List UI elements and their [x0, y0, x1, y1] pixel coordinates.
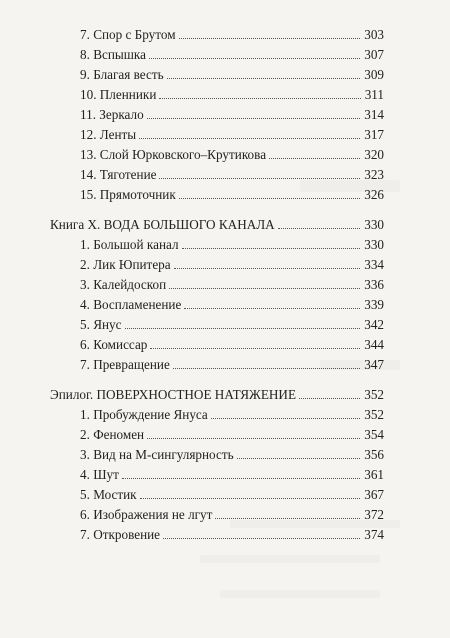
section-page: 352: [364, 387, 384, 402]
entry-page: 372: [364, 507, 384, 522]
toc-entry: [80, 405, 384, 425]
entry-page: 352: [364, 407, 384, 422]
dot-leader: [163, 538, 360, 539]
dot-leader: [139, 138, 360, 139]
entry-title: 12. Ленты: [80, 127, 137, 142]
entry-title: 10. Пленники: [80, 87, 157, 102]
entry-title: 6. Комиссар: [80, 337, 148, 352]
toc-entry: [80, 25, 384, 45]
toc-entry: [80, 255, 384, 275]
entry-page: 367: [364, 487, 384, 502]
dot-leader: [173, 368, 360, 369]
toc-entry: [80, 505, 384, 525]
dot-leader: [159, 178, 360, 179]
dot-leader: [140, 498, 361, 499]
entry-page: 339: [364, 297, 384, 312]
toc-entry: [80, 185, 384, 205]
entry-title: 3. Вид на М-сингулярность: [80, 447, 234, 462]
entry-title: 4. Воспламенение: [80, 297, 182, 312]
entry-title: 13. Слой Юрковского–Крутикова: [80, 147, 267, 162]
toc-entry: [80, 335, 384, 355]
toc-entry: [80, 425, 384, 445]
section-title: Книга X. ВОДА БОЛЬШОГО КАНАЛА: [50, 217, 275, 232]
entry-title: 14. Тяготение: [80, 167, 157, 182]
entry-page: 374: [364, 527, 384, 542]
entry-page: 303: [364, 27, 384, 42]
dot-leader: [174, 268, 361, 269]
toc-entry: [80, 445, 384, 465]
dot-leader: [150, 348, 360, 349]
toc-entry: [80, 275, 384, 295]
dot-leader: [122, 478, 360, 479]
entry-page: 336: [364, 277, 384, 292]
dot-leader: [169, 288, 360, 289]
section-page: 330: [364, 217, 384, 232]
dot-leader: [278, 228, 361, 229]
dot-leader: [215, 518, 360, 519]
entry-title: 2. Лик Юпитера: [80, 257, 171, 272]
toc-entry: [80, 85, 384, 105]
toc-entry: [80, 525, 384, 545]
entry-page: 326: [364, 187, 384, 202]
entry-page: 320: [364, 147, 384, 162]
toc-entry: [80, 65, 384, 85]
entry-page: 314: [364, 107, 384, 122]
entry-page: 330: [364, 237, 384, 252]
toc-entry: [80, 295, 384, 315]
toc-section-heading: [50, 215, 384, 235]
entry-page: 311: [364, 87, 384, 102]
toc-entry: [80, 355, 384, 375]
toc-entry: [80, 235, 384, 255]
entry-page: 347: [364, 357, 384, 372]
entry-title: 5. Мостик: [80, 487, 137, 502]
show-through-mark: [220, 590, 380, 598]
entry-page: 356: [364, 447, 384, 462]
entry-page: 354: [364, 427, 384, 442]
toc-entry: [80, 315, 384, 335]
dot-leader: [149, 58, 360, 59]
entry-title: 1. Большой канал: [80, 237, 179, 252]
dot-leader: [125, 328, 361, 329]
toc-entry: [80, 485, 384, 505]
entry-title: 4. Шут: [80, 467, 119, 482]
entry-title: 1. Пробуждение Януса: [80, 407, 208, 422]
dot-leader: [179, 38, 361, 39]
show-through-mark: [200, 555, 380, 563]
dot-leader: [299, 398, 360, 399]
toc-section-heading: [50, 385, 384, 405]
entry-page: 307: [364, 47, 384, 62]
section-title: Эпилог. ПОВЕРХНОСТНОЕ НАТЯЖЕНИЕ: [50, 387, 296, 402]
dot-leader: [147, 118, 361, 119]
entry-title: 8. Вспышка: [80, 47, 146, 62]
dot-leader: [211, 418, 360, 419]
entry-title: 7. Откровение: [80, 527, 161, 542]
entry-title: 2. Феномен: [80, 427, 145, 442]
entry-page: 344: [364, 337, 384, 352]
entry-title: 6. Изображения не лгут: [80, 507, 213, 522]
entry-title: 7. Превращение: [80, 357, 170, 372]
entry-title: 3. Калейдоскоп: [80, 277, 167, 292]
entry-page: 309: [364, 67, 384, 82]
toc-entry: [80, 165, 384, 185]
entry-title: 11. Зеркало: [80, 107, 144, 122]
entry-title: 15. Прямоточник: [80, 187, 176, 202]
dot-leader: [159, 98, 360, 99]
toc-entry: [80, 105, 384, 125]
toc-entry: [80, 465, 384, 485]
toc-entry: [80, 45, 384, 65]
entry-page: 361: [364, 467, 384, 482]
entry-page: 317: [364, 127, 384, 142]
entry-title: 9. Благая весть: [80, 67, 164, 82]
toc-entry: [80, 125, 384, 145]
dot-leader: [237, 458, 361, 459]
dot-leader: [184, 308, 360, 309]
entry-title: 7. Спор с Брутом: [80, 27, 176, 42]
dot-leader: [179, 198, 360, 199]
dot-leader: [147, 438, 360, 439]
dot-leader: [269, 158, 360, 159]
dot-leader: [182, 248, 361, 249]
entry-page: 323: [364, 167, 384, 182]
entry-page: 334: [364, 257, 384, 272]
toc-entry: [80, 145, 384, 165]
entry-page: 342: [364, 317, 384, 332]
dot-leader: [167, 78, 361, 79]
entry-title: 5. Янус: [80, 317, 122, 332]
